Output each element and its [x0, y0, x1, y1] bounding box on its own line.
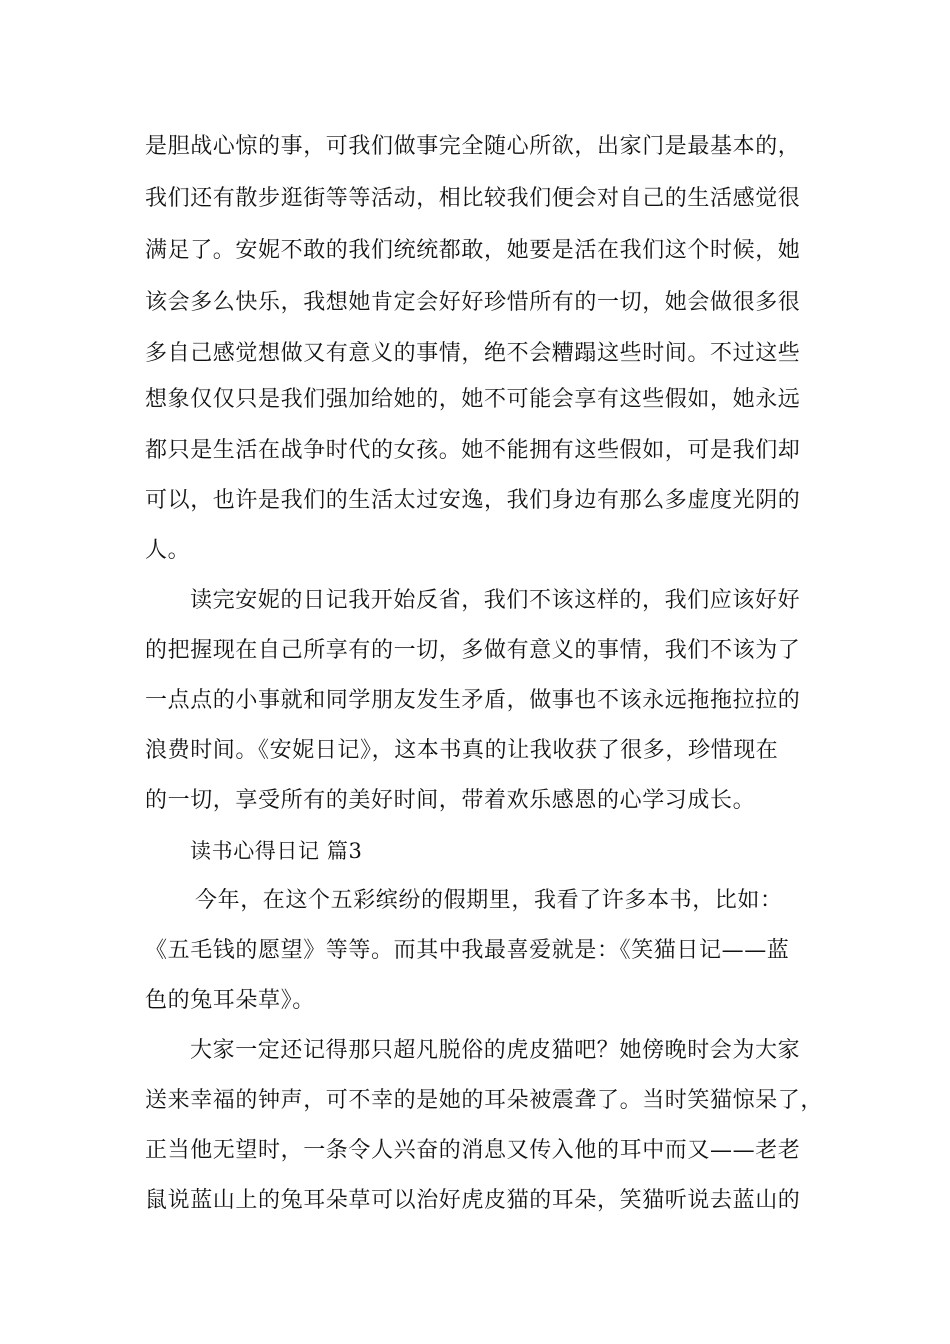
paragraph-line: 是胆战心惊的事，可我们做事完全随心所欲，出家门是最基本的， [145, 134, 801, 159]
paragraph-line: 该会多么快乐，我想她肯定会好好珍惜所有的一切，她会做很多很 [145, 290, 801, 315]
paragraph-line: 《五毛钱的愿望》等等。而其中我最喜爱就是：《笑猫日记——蓝 [145, 938, 790, 963]
paragraph-line: 浪费时间。《安妮日记》，这本书真的让我收获了很多，珍惜现在 [145, 738, 779, 763]
paragraph-line: 人。 [145, 538, 191, 563]
paragraph-line: 色的兔耳朵草》。 [145, 988, 315, 1013]
paragraph-line: 的一切，享受所有的美好时间，带着欢乐感恩的心学习成长。 [145, 788, 756, 813]
paragraph-line: 可以，也许是我们的生活太过安逸，我们身边有那么多虚度光阴的 [145, 488, 801, 513]
paragraph-line: 满足了。安妮不敢的我们统统都敢，她要是活在我们这个时候，她 [145, 238, 801, 263]
paragraph-line: 想象仅仅只是我们强加给她的，她不可能会享有这些假如，她永远 [145, 387, 801, 412]
paragraph-line: 今年，在这个五彩缤纷的假期里，我看了许多本书，比如： [195, 888, 783, 913]
paragraph-line: 大家一定还记得那只超凡脱俗的虎皮猫吧？她傍晚时会为大家 [190, 1038, 801, 1063]
paragraph-line: 读完安妮的日记我开始反省，我们不该这样的，我们应该好好 [190, 588, 801, 613]
paragraph-line: 我们还有散步逛街等等活动，相比较我们便会对自己的生活感觉很 [145, 186, 801, 211]
paragraph-line: 的把握现在自己所享有的一切，多做有意义的事情，我们不该为了 [145, 638, 801, 663]
paragraph-line: 正当他无望时，一条令人兴奋的消息又传入他的耳中而又——老老 [145, 1138, 801, 1163]
paragraph-line: 都只是生活在战争时代的女孩。她不能拥有这些假如，可是我们却 [145, 438, 801, 463]
paragraph-line: 鼠说蓝山上的兔耳朵草可以治好虎皮猫的耳朵，笑猫听说去蓝山的 [145, 1188, 801, 1213]
paragraph-line: 送来幸福的钟声，可不幸的是她的耳朵被震聋了。当时笑猫惊呆了， [145, 1088, 824, 1113]
paragraph-line: 一点点的小事就和同学朋友发生矛盾，做事也不该永远拖拖拉拉的 [145, 688, 801, 713]
section-heading: 读书心得日记 篇3 [190, 839, 363, 863]
paragraph-line: 多自己感觉想做又有意义的事情，绝不会糟蹋这些时间。不过这些 [145, 341, 801, 366]
